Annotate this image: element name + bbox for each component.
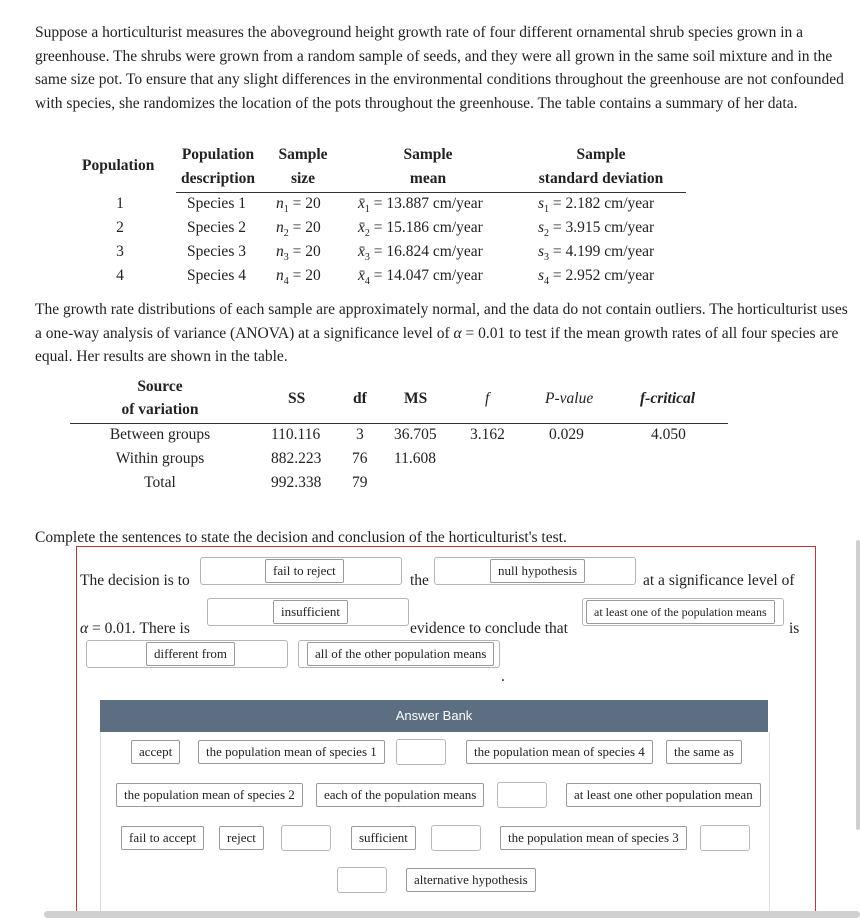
s-sub: 3 (544, 252, 550, 264)
sentence-part-6: is (789, 620, 800, 637)
intro-paragraph: Suppose a horticulturist measures the aboveground height growth rate of four different ornamental shrub species grown in a greenhouse. The shrubs were grown from a random sample of seeds, and they were all grown in the same soil mixture and in the same size pot. To ensure that any slight differences in the environmental conditions throughout the greenhouse are not confounded with species, she randomizes the location of the pots throughout the greenhouse. The table contains a summary of her data. (35, 24, 844, 112)
cell-ms: 11.608 (394, 450, 437, 467)
sentence-part-1: The decision is to (80, 572, 190, 589)
cell-pop: 4 (116, 267, 124, 284)
anova-description (35, 298, 855, 369)
sentence-part-4-text: = 0.01. There is (88, 620, 190, 637)
cell-desc: Species 4 (187, 267, 246, 284)
s-symbol: s (538, 267, 545, 284)
col-sd-header-2: standard deviation (538, 170, 664, 187)
cell-df: 3 (356, 426, 364, 443)
placed-different-from[interactable]: different from (146, 642, 235, 666)
bank-empty-slot (396, 739, 446, 765)
col-df-header: df (353, 390, 367, 407)
n-sub: 4 (283, 276, 289, 288)
cell-desc: Species 1 (187, 195, 246, 212)
cell-desc: Species 3 (187, 243, 246, 260)
cell-fcrit: 4.050 (651, 426, 686, 443)
bank-chip-sufficient[interactable]: sufficient (351, 826, 416, 850)
xbar-symbol: x̄ (358, 243, 365, 260)
sd-value: = 3.915 cm/year (552, 219, 655, 236)
placed-insufficient[interactable]: insufficient (273, 600, 348, 624)
s-symbol: s (538, 195, 545, 212)
cell-source: Within groups (115, 450, 205, 467)
mean-value: = 15.186 cm/year (373, 219, 483, 236)
x-sub: 1 (364, 204, 370, 216)
mean-value: = 13.887 cm/year (373, 195, 483, 212)
xbar-symbol: x̄ (358, 219, 365, 236)
sentence-part-2: the (410, 572, 429, 589)
sd-value: = 2.182 cm/year (552, 195, 655, 212)
x-sub: 4 (364, 276, 370, 288)
n-symbol: n (276, 195, 284, 212)
alpha-symbol: α (453, 324, 462, 342)
alpha-symbol: α (80, 620, 89, 637)
col-p-header: P-value (545, 390, 594, 407)
mean-value: = 14.047 cm/year (373, 267, 483, 284)
cell-f: 3.162 (470, 426, 505, 443)
col-mean-header-2: mean (409, 170, 447, 187)
bank-empty-slot (281, 825, 331, 851)
n-value: = 20 (292, 219, 321, 236)
sentence-period: . (501, 668, 505, 685)
bank-chip-same-as[interactable]: the same as (666, 740, 742, 764)
cell-pop: 1 (116, 195, 124, 212)
col-sd-header-1: Sample (576, 146, 626, 163)
n-symbol: n (276, 219, 284, 236)
col-desc-header-2: description (180, 170, 256, 187)
placed-all-other-means[interactable]: all of the other population means (307, 642, 494, 666)
bank-chip-reject[interactable]: reject (219, 826, 264, 850)
cell-source: Total (144, 474, 176, 491)
n-symbol: n (276, 243, 284, 260)
cell-ms: 36.705 (394, 426, 437, 443)
col-source-header-2: of variation (121, 401, 199, 418)
bank-chip-mean-species-3[interactable]: the population mean of species 3 (500, 826, 687, 850)
n-symbol: n (276, 267, 284, 284)
table2-header-rule (70, 423, 728, 424)
anova-desc-part2: = 0.01 to test if the mean growth rates of all four species are equal. Her results are shown in the table. (35, 324, 839, 365)
cell-source: Between groups (109, 426, 211, 443)
s-sub: 2 (544, 228, 550, 240)
cell-df: 76 (352, 450, 368, 467)
cell-desc: Species 2 (187, 219, 246, 236)
s-symbol: s (538, 219, 545, 236)
cell-ss: 110.116 (271, 426, 321, 443)
bank-chip-alternative-hypothesis[interactable]: alternative hypothesis (406, 868, 536, 892)
s-sub: 4 (544, 276, 550, 288)
n-value: = 20 (292, 195, 321, 212)
placed-fail-to-reject[interactable]: fail to reject (265, 559, 344, 583)
n-sub: 3 (283, 252, 289, 264)
n-value: = 20 (292, 243, 321, 260)
bank-chip-mean-species-1[interactable]: the population mean of species 1 (198, 740, 385, 764)
col-size-header-1: Sample (278, 146, 328, 163)
col-size-header-2: size (290, 170, 316, 187)
col-source-header-1: Source (137, 378, 183, 395)
xbar-symbol: x̄ (358, 267, 365, 284)
cell-pop: 2 (116, 219, 124, 236)
col-ss-header: SS (288, 390, 306, 407)
vertical-scrollbar[interactable] (856, 540, 860, 830)
cell-ss: 992.338 (271, 474, 322, 491)
sentence-part-3: at a significance level of (643, 572, 795, 589)
s-symbol: s (538, 243, 545, 260)
bank-chip-mean-species-2[interactable]: the population mean of species 2 (116, 783, 303, 807)
x-sub: 3 (364, 252, 370, 264)
bank-empty-slot (431, 825, 481, 851)
xbar-symbol: x̄ (358, 195, 365, 212)
col-fcrit-header: f-critical (640, 390, 696, 407)
sentence-part-5: evidence to conclude that (410, 620, 568, 637)
col-ms-header: MS (404, 390, 428, 407)
placed-at-least-one-mean[interactable]: at least one of the population means (586, 600, 775, 624)
cell-df: 79 (352, 474, 368, 491)
mean-value: = 16.824 cm/year (373, 243, 483, 260)
sd-value: = 4.199 cm/year (552, 243, 655, 260)
placed-null-hypothesis[interactable]: null hypothesis (490, 559, 585, 583)
bank-chip-fail-to-accept[interactable]: fail to accept (121, 826, 204, 850)
table1-header-rule (176, 192, 686, 193)
cell-p: 0.029 (549, 426, 584, 443)
col-desc-header-1: Population (181, 146, 255, 163)
sd-value: = 2.952 cm/year (552, 267, 655, 284)
cell-ss: 882.223 (271, 450, 322, 467)
col-f-header: f (485, 390, 490, 407)
horizontal-scrollbar[interactable] (44, 911, 860, 918)
bank-chip-accept[interactable]: accept (131, 740, 180, 764)
col-population-header: Population (82, 157, 155, 174)
anova-desc-part1: The growth rate distributions of each sample are approximately normal, and the data do not contain outliers. The horticulturist uses a one-way analysis of variance (ANOVA) at a significance level of (35, 301, 848, 342)
instruction-text: Complete the sentences to state the decision and conclusion of the horticulturist's test. (35, 529, 567, 546)
bank-empty-slot (337, 867, 387, 893)
bank-empty-slot (497, 782, 547, 808)
bank-chip-each-mean[interactable]: each of the population means (316, 783, 484, 807)
bank-chip-mean-species-4[interactable]: the population mean of species 4 (466, 740, 653, 764)
bank-empty-slot (700, 825, 750, 851)
n-sub: 1 (283, 204, 289, 216)
x-sub: 2 (364, 228, 370, 240)
s-sub: 1 (544, 204, 550, 216)
n-value: = 20 (292, 267, 321, 284)
bank-chip-at-least-other[interactable]: at least one other population mean (566, 783, 761, 807)
n-sub: 2 (283, 228, 289, 240)
sentence-part-4 (80, 620, 190, 638)
answer-bank-header: Answer Bank (100, 700, 768, 732)
col-mean-header-1: Sample (403, 146, 453, 163)
cell-pop: 3 (116, 243, 124, 260)
